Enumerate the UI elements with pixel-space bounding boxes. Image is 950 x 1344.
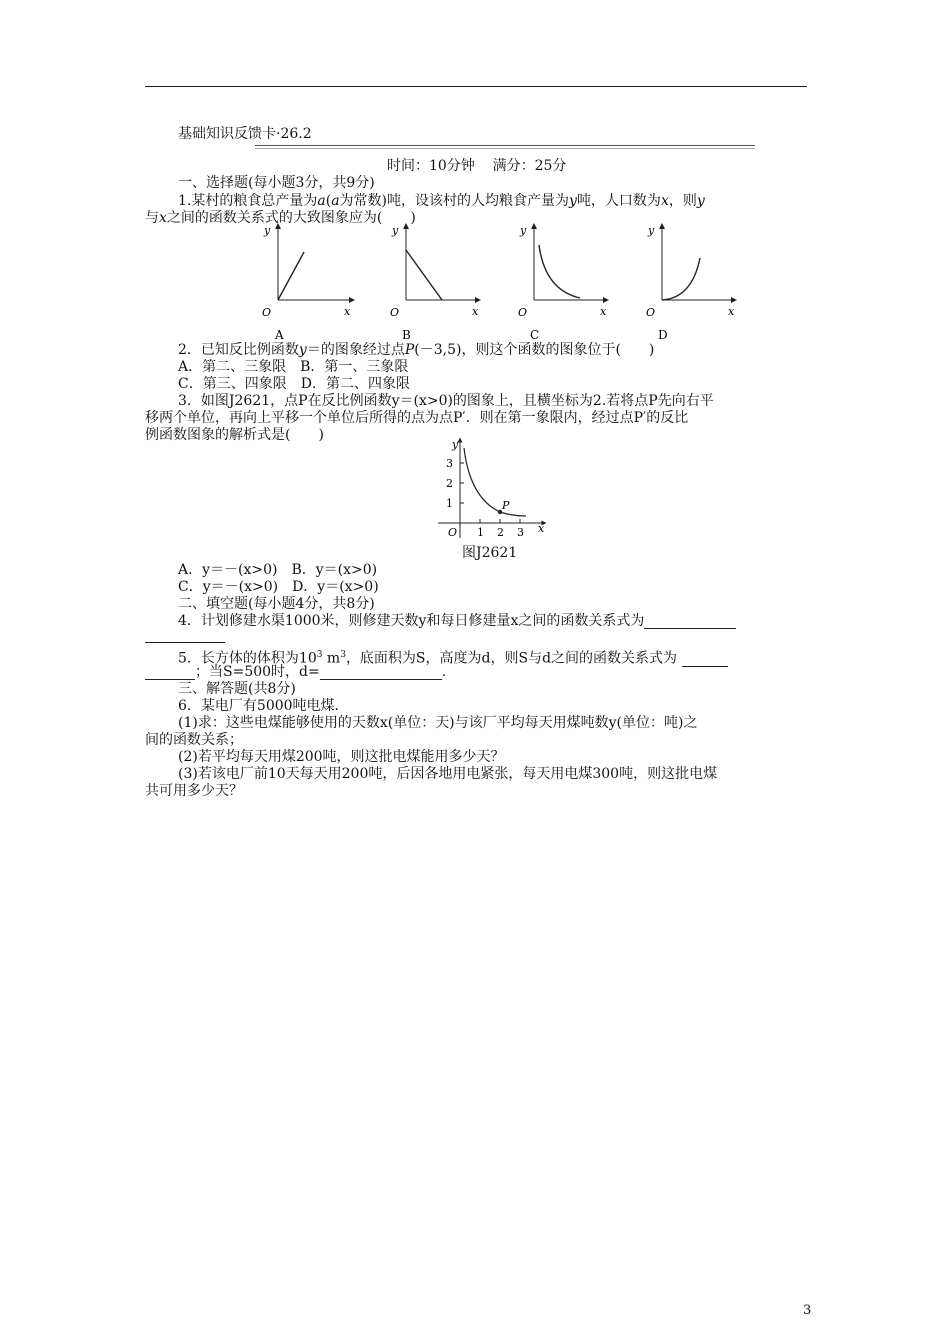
- q6-part1-line1: (1)求：这些电煤能够使用的天数x(单位：天)与该厂平均每天用煤吨数y(单位：吨)之: [178, 715, 698, 731]
- q5-answer-blank-2[interactable]: [320, 665, 442, 680]
- q6-line: 6．某电厂有5000吨电煤.: [178, 698, 339, 714]
- q2-line: 2．已知反比例函数y＝的图象经过点P(－3,5)，则这个函数的图象位于( ): [178, 342, 655, 358]
- figure-j2621: [430, 436, 550, 548]
- fig-y-tick-1: 1: [446, 497, 453, 510]
- graph-b-label: B: [402, 328, 411, 342]
- q3-line3: 例函数图象的解析式是( ): [145, 427, 324, 443]
- graph-c-origin: O: [518, 306, 528, 319]
- fig-curve: [464, 448, 526, 516]
- graph-a-line: [278, 252, 304, 300]
- section3-title: 三、解答题(共8分): [178, 681, 296, 697]
- header-rule: [255, 145, 755, 146]
- figure-caption: 图J2621: [462, 545, 518, 561]
- page-number: 3: [803, 1303, 812, 1318]
- header-rule-shadow: [255, 148, 755, 149]
- graph-c-label: C: [530, 328, 540, 342]
- graph-d-label: D: [658, 328, 668, 342]
- q4-line: 4．计划修建水渠1000米，则修建天数y和每日修建量x之间的函数关系式为: [178, 613, 736, 629]
- graph-a: [262, 224, 352, 342]
- q1-graphs: [240, 220, 750, 345]
- graph-a-label: A: [275, 328, 284, 342]
- graph-d-curve: [662, 258, 700, 300]
- graph-b-origin: O: [390, 306, 400, 319]
- card-title: 基础知识反馈卡·26.2: [178, 126, 312, 142]
- fig-x-tick-1: 1: [477, 526, 484, 539]
- q4-answer-blank[interactable]: [644, 614, 736, 629]
- q3-line2: 移两个单位，再向上平移一个单位后所得的点为点P′．则在第一象限内，经过点P′的反比: [145, 410, 689, 426]
- q6-part1-line2: 间的函数关系；: [145, 732, 243, 748]
- q6-part3-line2: 共可用多少天？: [145, 783, 243, 799]
- fig-x-tick-3: 3: [517, 526, 524, 539]
- q5-answer-blank-1-cont[interactable]: [145, 665, 195, 680]
- fig-y-tick-3: 3: [446, 457, 453, 470]
- graph-c: [518, 224, 607, 342]
- graph-b: [390, 224, 479, 342]
- section2-title: 二、填空题(每小题4分，共8分): [178, 596, 375, 612]
- q6-part2-line: (2)若平均每天用煤200吨，则这批电煤能用多少天？: [178, 749, 505, 765]
- graph-d-origin: O: [646, 306, 656, 319]
- q6-part3-line1: (3)若该电厂前10天每天用200吨，后因各地用电紧张，每天用电煤300吨，则这批电煤: [178, 766, 718, 782]
- graph-c-curve: [539, 245, 580, 298]
- graph-d-y-label: y: [648, 224, 655, 237]
- graph-d-x-label: x: [728, 305, 735, 318]
- q1-line1: 1.某村的粮食总产量为a(a为常数)吨，设该村的人均粮食产量为y吨，人口数为x，则y: [178, 193, 705, 209]
- fig-x-label: x: [538, 522, 545, 535]
- fig-point-label: P: [502, 499, 510, 512]
- top-rule: [145, 86, 807, 87]
- q5-line1: 5．长方体的体积为$10^3$ $m^3$，底面积为S，高度为d，则S与d之间的函数关系式为: [178, 647, 728, 667]
- fig-x-tick-2: 2: [497, 526, 504, 539]
- graph-b-y-label: y: [392, 224, 399, 237]
- graph-d: [646, 224, 735, 342]
- graph-c-x-label: x: [600, 305, 607, 318]
- fig-origin: O: [448, 526, 458, 539]
- q5-line2: ；当S=500时，d= .: [145, 664, 446, 680]
- fig-y-tick-2: 2: [446, 477, 453, 490]
- graph-b-line: [406, 250, 442, 300]
- q1-line2: 与x之间的函数关系式的大致图象应为( ): [145, 210, 416, 226]
- section1-title: 一、选择题(每小题3分，共9分): [178, 175, 375, 191]
- graph-a-x-label: x: [344, 305, 351, 318]
- graph-a-origin: O: [262, 306, 272, 319]
- q2-options-cd: C．第三、四象限 D．第二、四象限: [178, 376, 410, 392]
- graph-c-y-label: y: [520, 224, 527, 237]
- q5-answer-blank-1[interactable]: [682, 652, 728, 667]
- graph-b-x-label: x: [472, 305, 479, 318]
- q3-options-ab: A．y＝－(x>0) B．y＝(x>0): [178, 562, 378, 578]
- graph-a-y-label: y: [264, 224, 271, 237]
- q3-line1: 3．如图J2621，点P在反比例函数y＝(x>0)的图象上，且横坐标为2.若将点P先向右平: [178, 393, 714, 409]
- fig-y-label: y: [452, 438, 459, 451]
- q4-answer-blank-cont[interactable]: [145, 628, 225, 643]
- time-score-meta: 时间：10分钟 满分：25分: [387, 158, 567, 174]
- q2-options-ab: A．第二、三象限 B．第一、三象限: [178, 359, 409, 375]
- q3-options-cd: C．y＝－(x>0) D．y＝(x>0): [178, 579, 379, 595]
